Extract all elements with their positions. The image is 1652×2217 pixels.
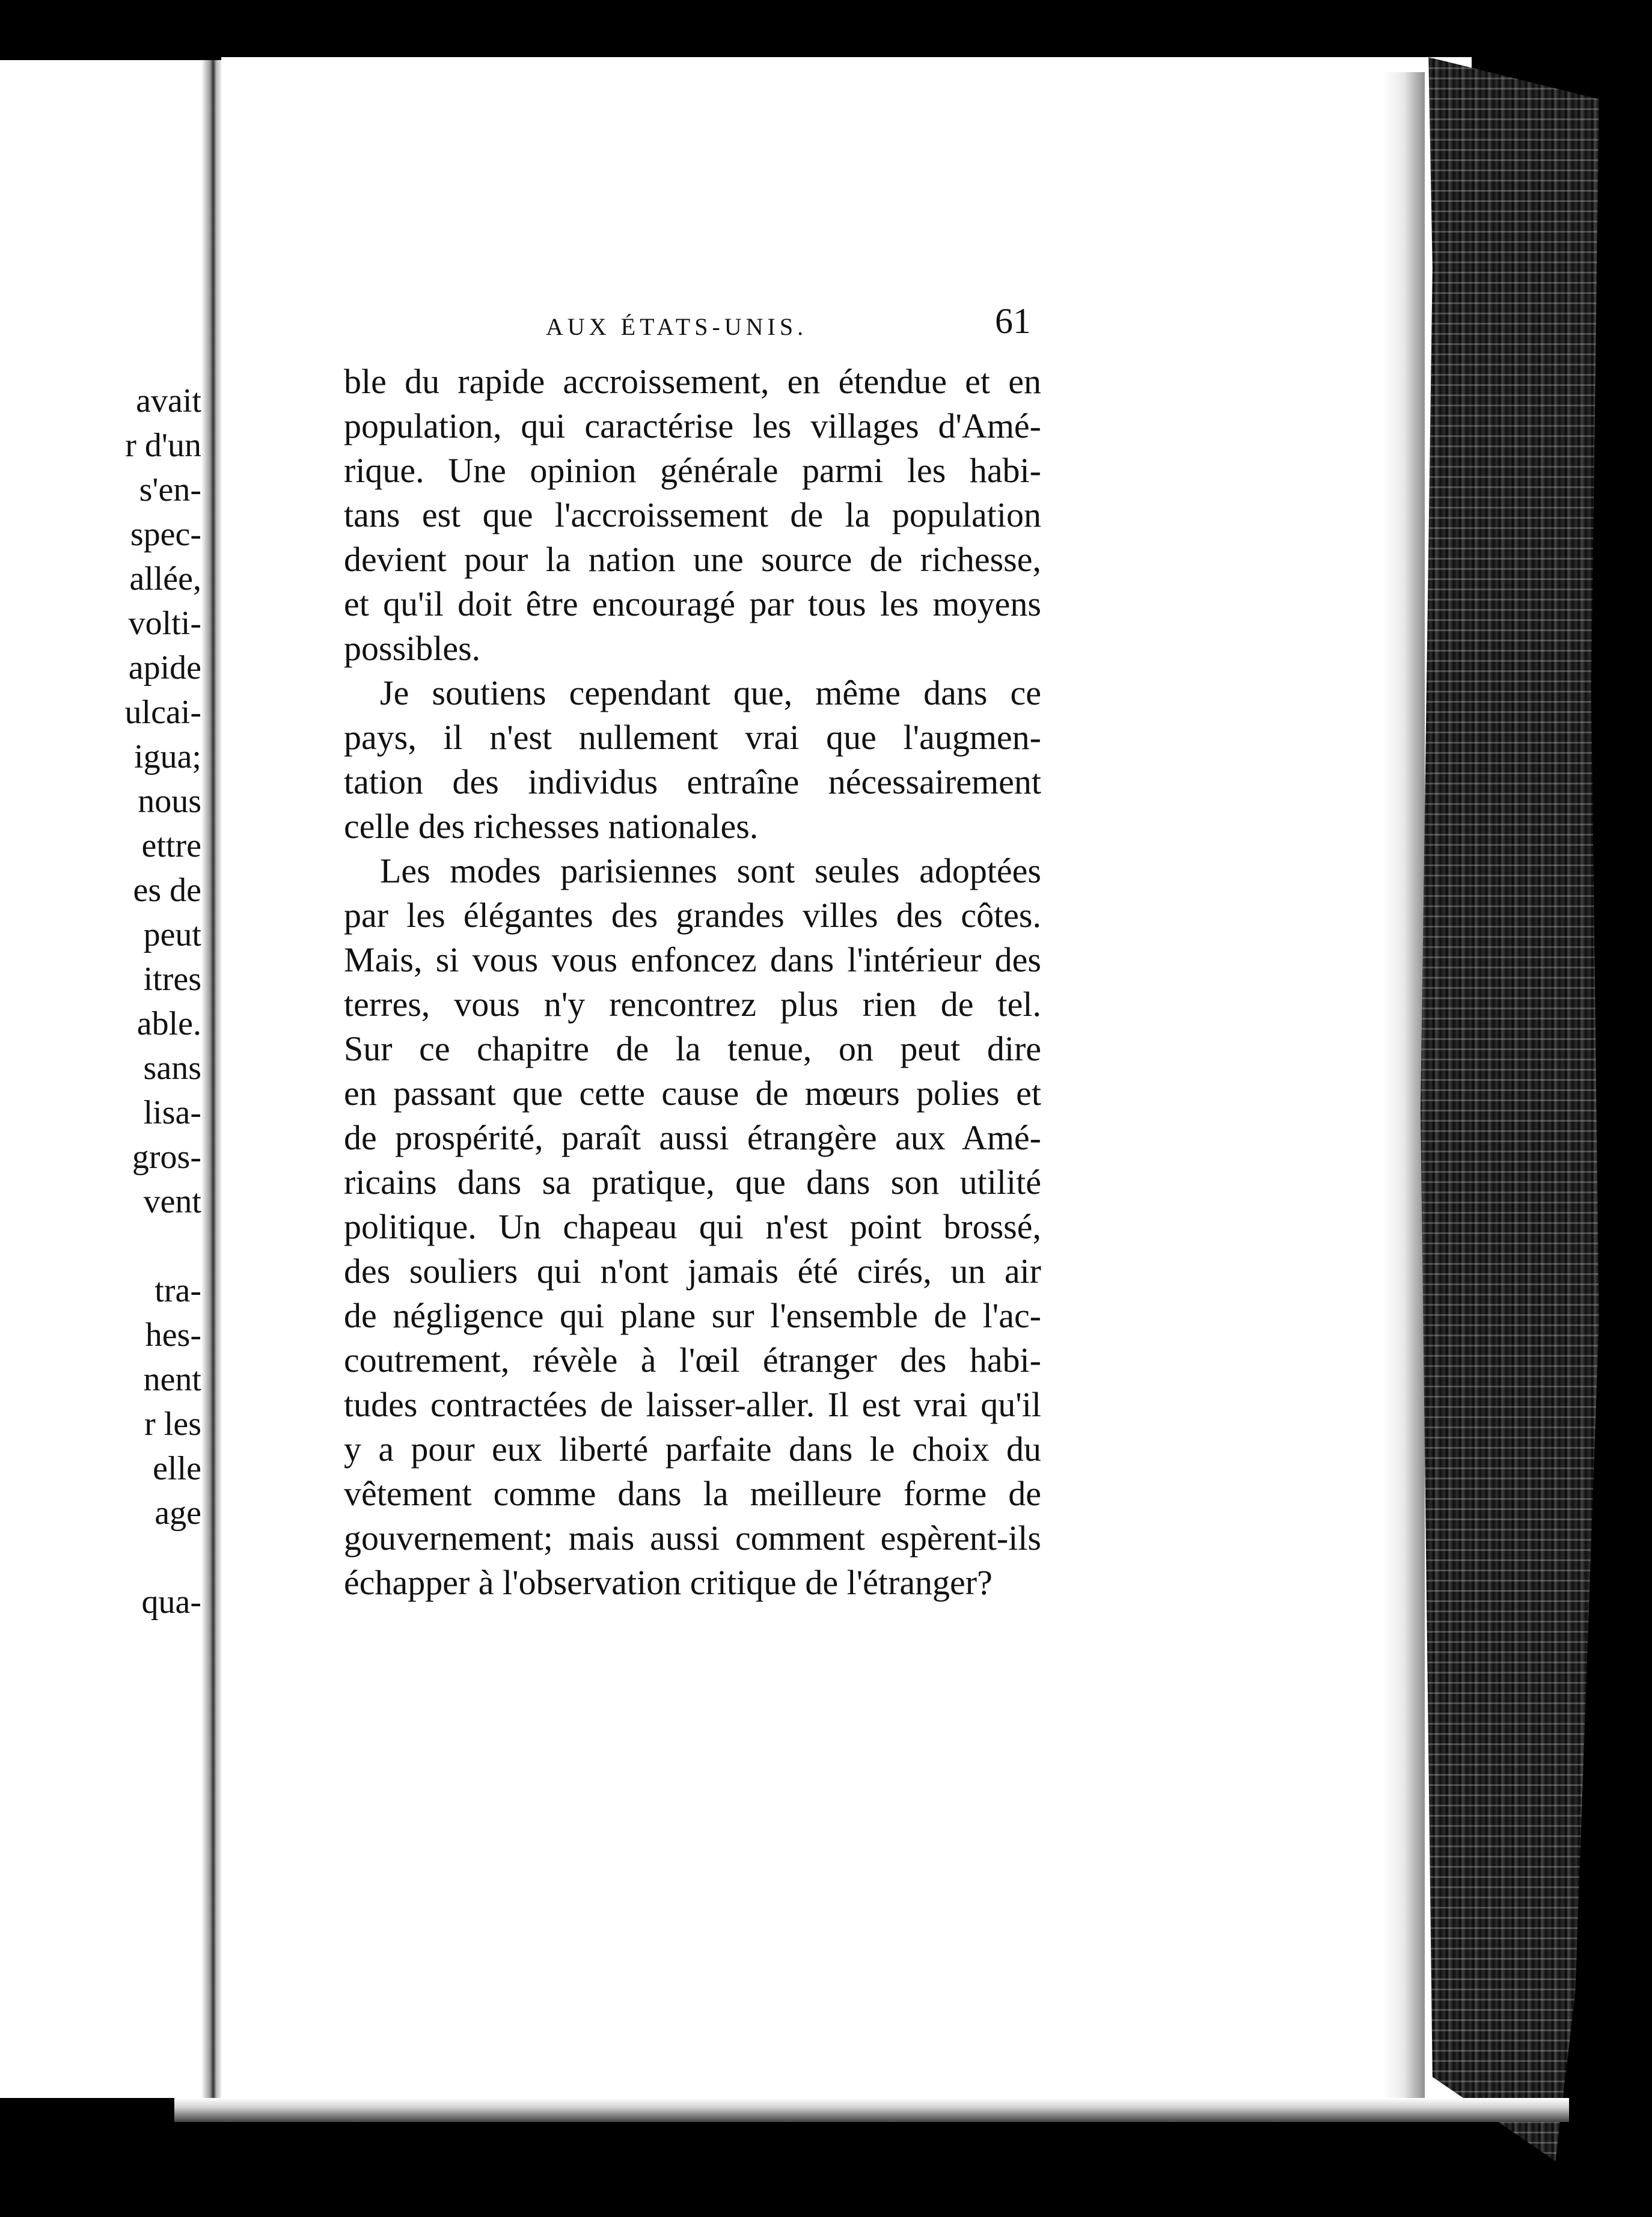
text-line: rique. Une opinion générale parmi les habi- [344,451,1041,490]
left-page-text [125,379,201,1624]
left-page-line: itres [143,961,201,998]
page-edge-shadow [1383,72,1425,2104]
text-line: par les élégantes des grandes villes des côtes. [344,896,1041,935]
text-line: des souliers qui n'ont jamais été cirés, un air [344,1252,1041,1291]
text-line: ricains dans sa pratique, que dans son utilité [344,1163,1041,1202]
left-page-line: igua; [134,738,201,775]
left-page-line: r les [144,1405,201,1443]
text-line: y a pour eux liberté parfaite dans le choix du [344,1430,1041,1469]
text-line: Les modes parisiennes sont seules adoptées [380,851,1041,890]
text-line: politique. Un chapeau qui n'est point brossé, [344,1207,1041,1246]
text-line: Mais, si vous vous enfoncez dans l'intérieur des [344,940,1041,979]
text-line: pays, il n'est nullement vrai que l'augmen- [344,718,1041,757]
left-page-line [125,1535,201,1580]
text-line: Sur ce chapitre de la tenue, on peut dire [344,1029,1041,1068]
text-line: ble du rapide accroissement, en étendue et en [344,362,1041,401]
left-page-line: gros- [132,1139,201,1176]
left-page-line: apide [128,649,201,687]
text-line: population, qui caractérise les villages d'Amé- [344,406,1041,445]
left-page-line: ulcai- [124,694,201,731]
left-page-line: elle [153,1450,201,1487]
left-page-line: avait [136,382,201,420]
left-page-line: nous [138,783,201,820]
text-line: et qu'il doit être encouragé par tous les moyens [344,584,1041,623]
left-page-line: lisa- [143,1094,201,1131]
running-head: AUX ÉTATS-UNIS. [546,313,808,340]
left-page-line: spec- [130,516,201,553]
left-page-line [125,1224,201,1268]
text-line: vêtement comme dans la meilleure forme de [344,1474,1041,1513]
text-line: tans est que l'accroissement de la population [344,495,1041,534]
text-line: gouvernement; mais aussi comment espèrent-ils [344,1518,1041,1558]
text-line: possibles. [344,629,481,668]
left-page-line: able. [136,1005,201,1042]
text-line: coutrement, révèle à l'œil étranger des habi- [344,1341,1041,1380]
book-bottom-edge [174,2098,1569,2122]
body-text [344,359,1041,1605]
left-page-line: r d'un [125,427,201,464]
left-page-line: vent [143,1183,201,1220]
left-page-line: nent [143,1361,201,1398]
book-gutter [201,60,223,2104]
left-page-line: ettre [141,827,201,864]
text-line: tudes contractées de laisser-aller. Il est vrai qu'il [344,1385,1041,1424]
left-page-line: s'en- [139,471,201,509]
left-page-line: tra- [154,1272,201,1309]
text-line: en passant que cette cause de mœurs polies et [344,1074,1041,1113]
text-line: terres, vous n'y rencontrez plus rien de tel. [344,985,1041,1024]
left-page-line: volti- [128,605,201,642]
left-page-line: qua- [141,1583,201,1621]
left-page-line: sans [143,1050,201,1087]
page-number: 61 [995,301,1031,341]
left-page-fragment [0,60,207,2098]
text-line: de prospérité, paraît aussi étrangère aux Amé- [344,1118,1041,1157]
left-page-line: allée, [129,560,201,598]
text-line: Je soutiens cependant que, même dans ce [380,673,1041,712]
left-page-line: hes- [145,1316,201,1354]
text-line: échapper à l'observation critique de l'étranger? [344,1563,993,1602]
text-line: tation des individus entraîne nécessairement [344,762,1041,801]
text-line: de négligence qui plane sur l'ensemble de l'ac- [344,1296,1041,1335]
left-page-line: es de [133,872,201,909]
left-page-line: peut [143,916,201,953]
left-page-line: age [154,1494,201,1532]
text-line: devient pour la nation une source de richesse, [344,540,1041,579]
text-line: celle des richesses nationales. [344,807,759,846]
